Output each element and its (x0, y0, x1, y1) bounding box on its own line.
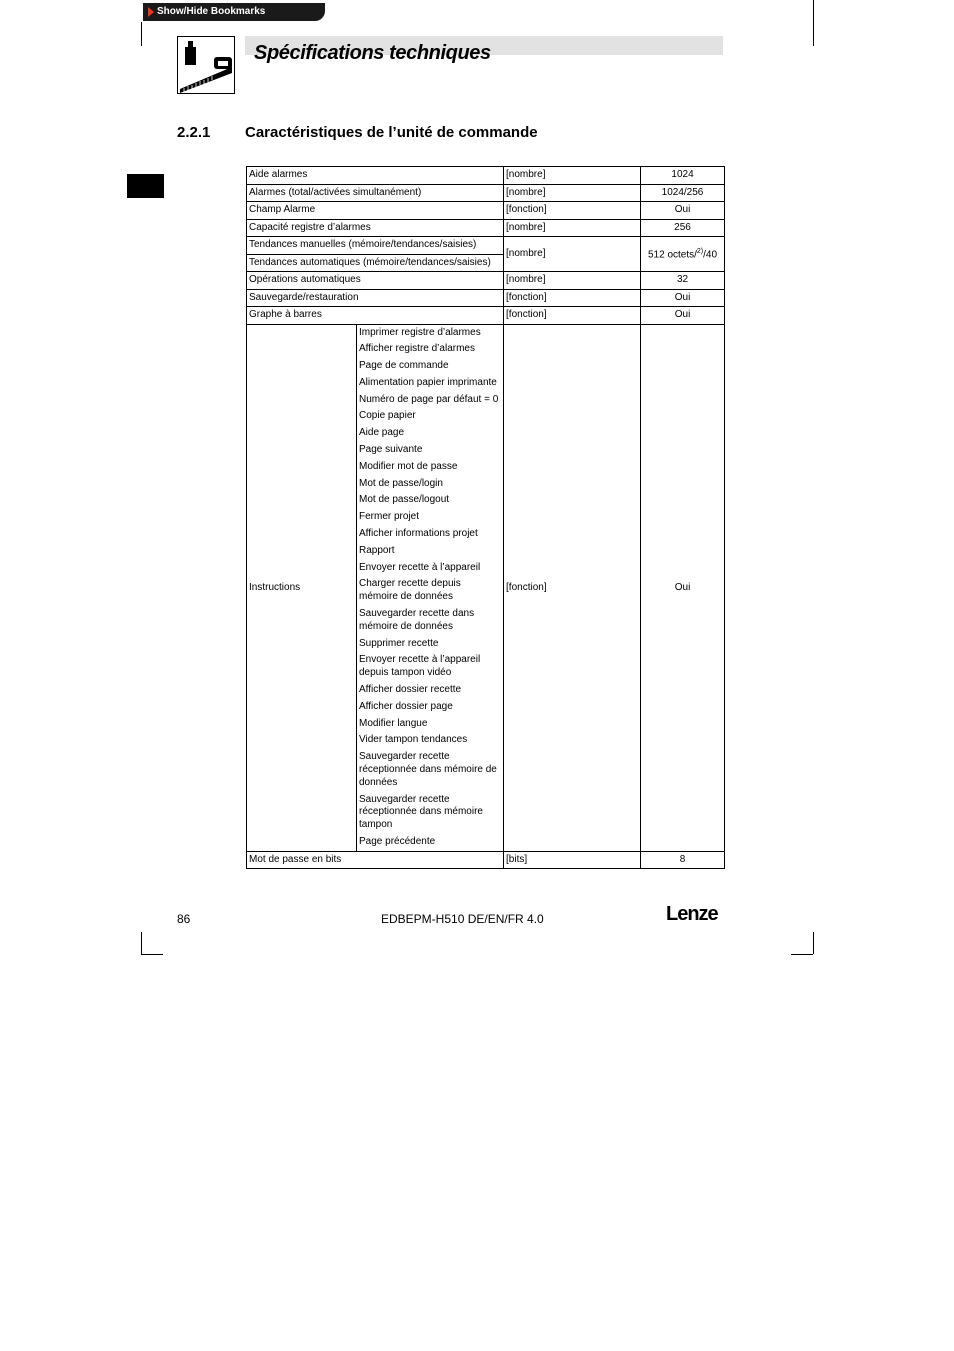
instruction-item: Afficher dossier page (359, 700, 453, 712)
page-title: Spécifications techniques (254, 42, 491, 64)
row-unit: [nombre] (504, 272, 641, 290)
instruction-item: Sauvegarder recette réceptionnée dans mémoire tampon (359, 793, 483, 831)
section-heading (177, 124, 538, 141)
instruction-item: Vider tampon tendances (359, 734, 468, 746)
row-value: 1024/256 (641, 184, 725, 202)
instruction-item: Afficher dossier recette (359, 684, 462, 696)
show-hide-bookmarks-button[interactable] (143, 3, 325, 21)
table-row (247, 289, 725, 307)
row-unit: [nombre] (504, 184, 641, 202)
trend-value-pre: 512 octets/ (647, 249, 697, 261)
instruction-item: Modifier langue (359, 717, 428, 729)
row-unit: [bits] (504, 851, 641, 869)
section-title: Caractéristiques de l’unité de commande (245, 124, 538, 141)
row-unit: [fonction] (504, 324, 641, 851)
row-value: Oui (641, 324, 725, 851)
instruction-item: Page de commande (359, 360, 449, 372)
instruction-item: Mot de passe/logout (359, 494, 450, 506)
instruction-item: Sauvegarder recette réceptionnée dans mémoire de données (359, 751, 497, 788)
row-value: 8 (641, 851, 725, 869)
instruction-item: Charger recette depuis mémoire de données (359, 578, 461, 603)
instruction-item: Sauvegarder recette dans mémoire de données (359, 608, 475, 632)
trend-value-post: /40 (703, 249, 718, 261)
row-name: Graphe à barres (247, 307, 504, 325)
row-unit: [fonction] (504, 289, 641, 307)
table-row (247, 237, 725, 255)
instruction-item: Page suivante (359, 444, 423, 456)
instruction-item: Envoyer recette à l’appareil (359, 561, 481, 573)
crop-mark-top-right (813, 0, 814, 46)
instruction-item: Supprimer recette (359, 637, 439, 649)
spec-table (246, 166, 725, 869)
instruction-item: Alimentation papier imprimante (359, 376, 497, 388)
show-hide-bookmarks-label: Show/Hide Bookmarks (157, 6, 266, 17)
table-row (247, 167, 725, 185)
table-row (247, 307, 725, 325)
play-arrow-icon (148, 7, 154, 17)
document-code: EDBEPM-H510 DE/EN/FR 4.0 (381, 912, 544, 926)
row-name: Mot de passe en bits (247, 851, 504, 869)
row-unit: [fonction] (504, 307, 641, 325)
row-name: Tendances automatiques (mémoire/tendances/saisies) (247, 254, 504, 272)
table-row (247, 272, 725, 290)
instruction-item: Envoyer recette à l’appareil depuis tampon vidéo (359, 654, 481, 679)
instruction-item: Page précédente (359, 836, 436, 847)
table-row (247, 219, 725, 237)
instruction-item: Rapport (359, 544, 395, 556)
instruction-item: Numéro de page par défaut = 0 (359, 393, 499, 405)
row-unit: [nombre] (504, 167, 641, 185)
instruction-item: Mot de passe/login (359, 477, 443, 489)
lenze-logo: Lenze (666, 903, 718, 925)
chapter-tab (127, 174, 164, 198)
table-row (247, 851, 725, 869)
crop-mark-bottom-right-h (791, 954, 813, 955)
instruction-item: Fermer projet (359, 511, 420, 523)
row-name: Tendances manuelles (mémoire/tendances/saisies) (247, 237, 504, 255)
row-name: Capacité registre d’alarmes (247, 219, 504, 237)
instruction-item: Aide page (359, 427, 405, 439)
row-name: Champ Alarme (247, 202, 504, 220)
crop-mark-bottom-left-h (141, 954, 163, 955)
row-name: Instructions (247, 324, 357, 851)
instruction-item: Afficher registre d’alarmes (359, 343, 475, 355)
row-value: 256 (641, 219, 725, 237)
table-row-instructions (247, 324, 725, 851)
row-name: Aide alarmes (247, 167, 504, 185)
row-unit: [fonction] (504, 202, 641, 220)
crop-mark-bottom-left-v (141, 932, 142, 954)
instruction-item: Imprimer registre d’alarmes (359, 326, 481, 338)
row-value: Oui (641, 307, 725, 325)
crop-mark-bottom-right-v (813, 932, 814, 954)
footnote-ref: 2) (696, 248, 704, 256)
row-value: 1024 (641, 167, 725, 185)
table-row (247, 184, 725, 202)
instruction-list (357, 324, 504, 851)
page-number: 86 (177, 912, 191, 926)
row-name: Opérations automatiques (247, 272, 504, 290)
row-value: 32 (641, 272, 725, 290)
specifications-icon (177, 36, 235, 94)
row-unit: [nombre] (504, 237, 641, 272)
row-name: Sauvegarde/restauration (247, 289, 504, 307)
row-value: Oui (641, 289, 725, 307)
instruction-item: Modifier mot de passe (359, 460, 458, 472)
table-row (247, 202, 725, 220)
instruction-item: Afficher informations projet (359, 528, 478, 540)
section-number: 2.2.1 (177, 124, 211, 141)
row-value: Oui (641, 202, 725, 220)
crop-mark-top-left (141, 22, 142, 46)
row-unit: [nombre] (504, 219, 641, 237)
row-value (641, 237, 725, 272)
instruction-item: Copie papier (359, 410, 416, 422)
row-name: Alarmes (total/activées simultanément) (247, 184, 504, 202)
